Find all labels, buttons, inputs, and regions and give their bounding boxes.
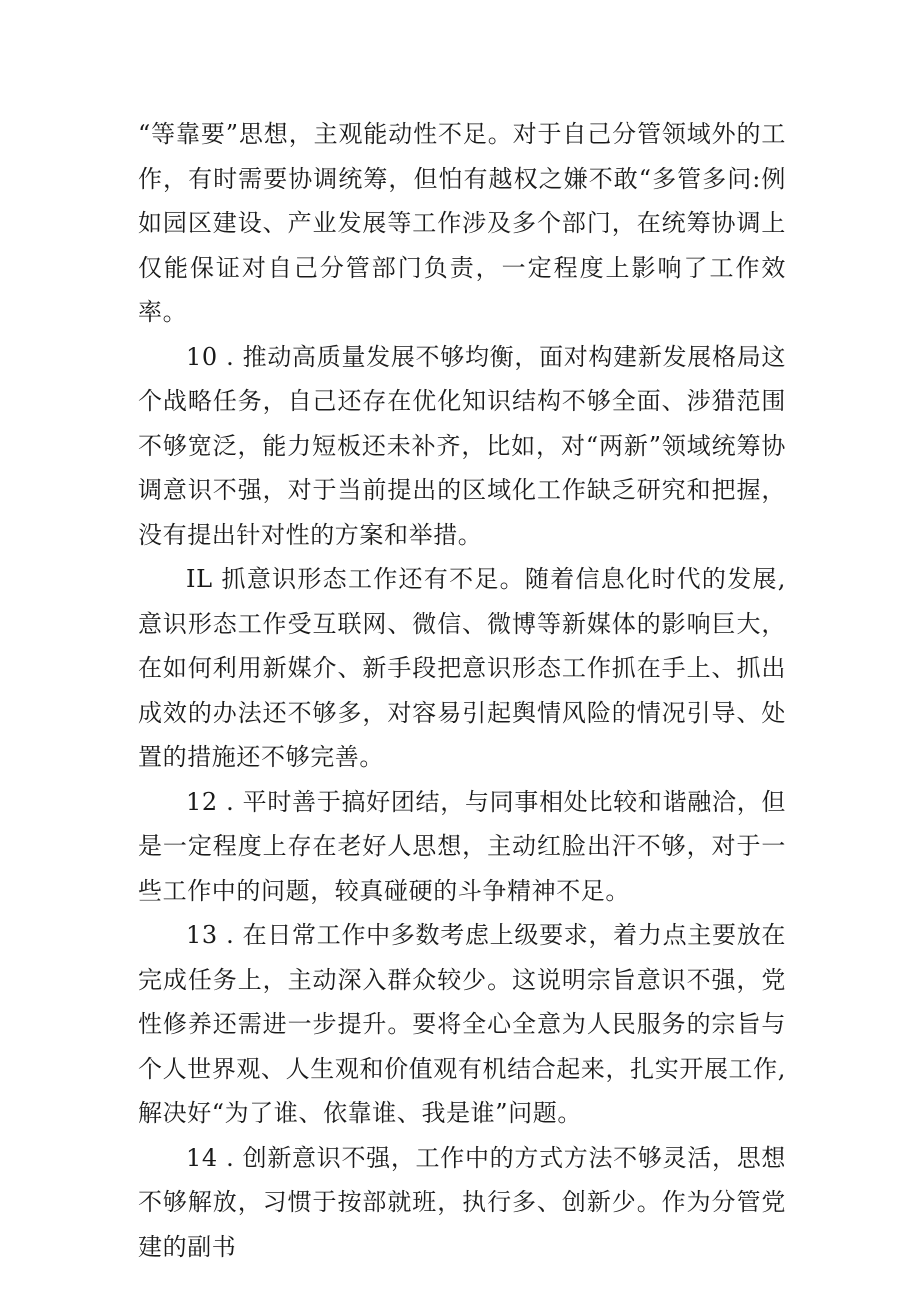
paragraph-item-10: 10 . 推动高质量发展不够均衡，面对构建新发展格局这个战略任务，自己还存在优化知识结构不够全面、涉猎范围不够宽泛，能力短板还未补齐，比如，对“两新”领域统筹协调意识不强，对于当前提出的区域化工作缺乏研究和把握，没有提出针对性的方案和举措。 — [138, 342, 786, 549]
paragraph-item-14: 14 . 创新意识不强，工作中的方式方法不够灵活，思想不够解放，习惯于按部就班，执行多、创新少。作为分管党建的副书 — [138, 1143, 786, 1261]
paragraph-item-13: 13 . 在日常工作中多数考虑上级要求，着力点主要放在完成任务上，主动深入群众较少。这说明宗旨意识不强，党性修养还需进一步提升。要将全心全意为人民服务的宗旨与个人世界观、人生观和价值观有机结合起来，扎实开展工作,解决好“为了谁、依靠谁、我是谁”问题。 — [138, 921, 786, 1127]
paragraph-continuation: “等靠要”思想，主观能动性不足。对于自己分管领域外的工作，有时需要协调统筹，但怕有越权之嫌不敢“多管多问:例如园区建设、产业发展等工作涉及多个部门，在统筹协调上仅能保证对自己分管部门负责，一定程度上影响了工作效率。 — [138, 120, 786, 326]
paragraph-item-12: 12 . 平时善于搞好团结，与同事相处比较和谐融洽，但是一定程度上存在老好人思想，主动红脸出汗不够，对于一些工作中的问题，较真碰硬的斗争精神不足。 — [138, 787, 786, 905]
paragraph-item-11: IL 抓意识形态工作还有不足。随着信息化时代的发展,意识形态工作受互联网、微信、微博等新媒体的影响巨大，在如何利用新媒介、新手段把意识形态工作抓在手上、抓出成效的办法还不够多，对容易引起舆情风险的情况引导、处置的措施还不够完善。 — [138, 565, 786, 771]
document-body — [138, 112, 786, 1269]
